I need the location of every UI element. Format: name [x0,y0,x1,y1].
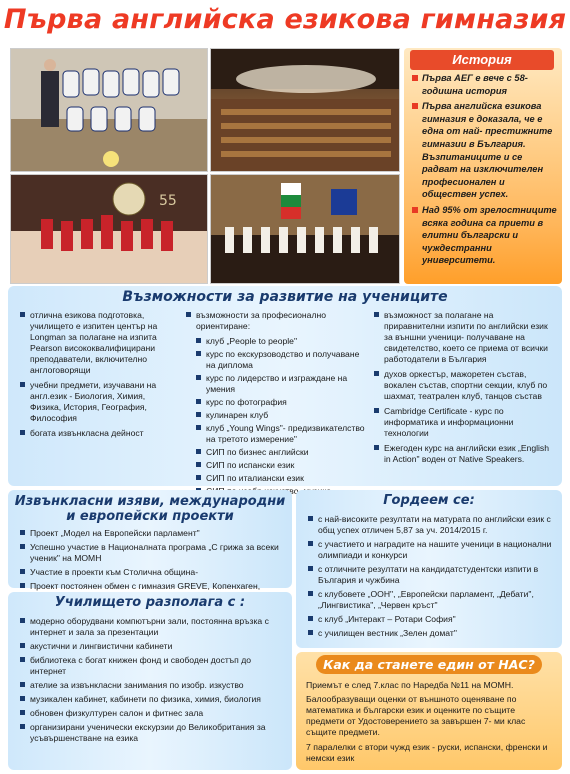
list-item: музикален кабинет, кабинети по физика, химия, биология [20,694,286,705]
opportunities-title: Възможности за развитие на учениците [122,289,448,305]
list-item: курс по лидерство и изграждане на умения [186,373,366,395]
admission-title: Как да станете един от НАС? [316,655,542,674]
achievements-title: Гордеем се: [383,493,475,508]
list-item: клуб „People to people" [186,336,366,347]
list-item: организирани ученически екскурзии до Великобритания за усъвършенстване на езика [20,722,286,744]
list-item: Ежегоден курс на английски език „English in Action" воден от Native Speakers. [374,443,554,465]
cheerleaders-photo [10,174,208,284]
list-item: модерно оборудвани компютърни зали, постоянна връзка с интернет и зала за презентации [20,616,286,638]
achievements-section [296,490,562,648]
list-item: Проект постоянен обмен с гимназия GREVE, Копенхаген, [20,581,286,603]
list-item: с участието и наградите на нашите ученици в национални олимпиади и конкурси [308,539,556,561]
facilities-section [8,592,292,770]
history-panel [404,48,562,284]
list-item: учебни предмети, изучавани на англ.език - Биология, Химия, Физика, История, География, Философия [20,380,178,424]
list-item: богата извънкласна дейност [20,428,178,439]
list-item: обновен физкултурен салон и фитнес зала [20,708,286,719]
extracurricular-section [8,490,292,591]
list-item: възможности за професионално ориентиране: [186,310,366,332]
admission-section [296,652,562,770]
list-item: курс по фотография [186,397,366,408]
list-item: СИП по бизнес английски [186,447,366,458]
history-item: Първа английска езикова гимназия е доказала, че е една от най- престижните гимназии в България. Възпитаниците и се радват на изключителен професионален и обществен успех. [412,100,558,201]
list-item: възможност за полагане на приравнителни изпити по английски език за външни ученици- получаване на свидетелство, което се приема от всички работодатели в България [374,310,554,365]
list-item: с клубовете „ООН", „Европейски парламент, „Дебати", „Лингвистика", „Червен кръст" [308,589,556,611]
history-item: Над 95% от зрелостниците всяка година са приети в елитни български и чуждестранни университети. [412,204,558,267]
admission-text: 7 паралелки с втори чужд език - руски, испански, френски и немски език [306,742,548,763]
extracurricular-title: Извънкласни изяви, международни и европейски проекти [14,494,286,524]
list-item: Cambridge Certificate - курс по информатика и информационни технологии [374,406,554,439]
volleyball-team-photo [10,48,208,172]
admission-text: Балообразуващи оценки от външното оценяване по математика и български език и оценките по същите предмети от Удостоверението за завършен 7- ми клас същите предмети. [306,694,526,737]
list-item: клуб „Young Wings"- предизвикателство на тpетото измерение" [186,423,366,445]
history-title: История [410,50,554,70]
assembly-hall-photo [210,48,400,172]
list-item: духов оркестър, мажоретен състав, вокален състав, спортни секции, клуб по шахмат, театрален клуб, танцов състав [374,369,554,402]
list-item: с училищен вестник „Зелен домат" [308,628,556,639]
admission-text: Приемът е след 7.клас по Наредба №11 на МОМН. [306,680,514,690]
list-item: с клуб „Интеракт – Ротари София" [308,614,556,625]
list-item: с най-високите резултати на матурата по английски език с общ успех отличен 5,87 за уч. 2014/2015 г. [308,514,556,536]
list-item: СИП по испански език [186,460,366,471]
facilities-title: Училището разполага с : [54,595,246,610]
list-item: ателие за извънкласни занимания по изобр. изкуство [20,680,286,691]
list-item: Успешно участие в Националната програма „С грижа за всеки ученик" на МОМН [20,542,286,564]
list-item: акустични и лингвистични кабинети [20,641,286,652]
list-item: курс по екскурзоводство и получаване на диплома [186,349,366,371]
list-item: кулинарен клуб [186,410,366,421]
svg-text:55: 55 [159,193,177,209]
list-item: отлична езикова подготовка, училището е изпитен център на Longman за полагане на изпита Pearson висококвалифицирани преподаватели, включително англоговорящи [20,310,178,376]
history-item: Първа АЕГ е вече с 58-годишна история [412,72,558,97]
orchestra-photo [210,174,400,284]
page-title: Първа английска езикова гимназия [3,4,567,35]
list-item: библиотека с богат книжен фонд и свободен достъп до интернет [20,655,286,677]
list-item: Проект „Модел на Европейски парламент" [20,528,286,539]
list-item: СИП по италиански език [186,473,366,484]
opportunities-section [8,286,562,486]
list-item: с отличните резултати на кандидатстудентски изпити в България и чужбина [308,564,556,586]
list-item: Участие в проекти към Столична община- [20,567,286,578]
